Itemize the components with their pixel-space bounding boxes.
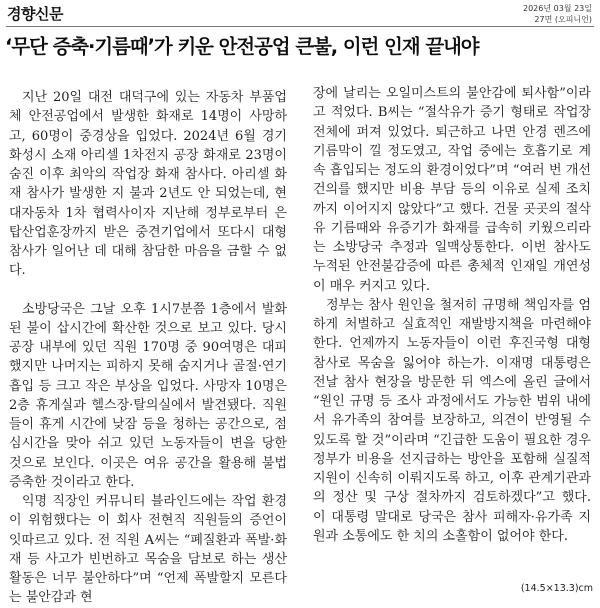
article-column-left bbox=[9, 88, 287, 608]
clipping-size-note: (14.5×13.3)cm bbox=[520, 583, 593, 594]
newspaper-masthead: 경향신문 bbox=[7, 5, 63, 23]
paragraph: 장에 날리는 오일미스트의 불안감에 퇴사함”이라고 적었다. B씨는 “절삭유가 증기 형태로 작업장 전체에 퍼져 있었다. 퇴근하고 나면 안경 렌즈에 기름막이 낄 정도였고, 작업 중에는 호흡기로 계속 흡입되는 정도의 환경이었다”며 “여러 번 개선 건의를 했지만 비용 부담 등의 이유로 실제 조치까지 이어지지 않았다”고 했다. 건물 곳곳의 절삭유 기름때와 유증기가 화재를 급속히 키웠으리라는 소방당국 추정과 일맥상통한다. 이번 참사도 누적된 안전불감증에 따른 총체적 인재일 개연성이 매우 커지고 있다. bbox=[313, 86, 591, 294]
paragraph: 익명 직장인 커뮤니티 블라인드에는 작업 환경이 위험했다는 이 회사 전현직 직원들의 증언이 잇따르고 있다. 전 직원 A씨는 “폐질환과 폭발·화재 등 사고가 빈번하고 목숨을 담보로 하는 생산 활동은 너무 불안하다”며 “언제 폭발할지 모른다는 불안감과 현 bbox=[9, 494, 287, 606]
issue-date: 2026년 03월 23일 bbox=[523, 4, 592, 13]
header-divider bbox=[6, 26, 594, 27]
paragraph: 정부는 참사 원인을 철저히 규명해 책임자를 엄하게 처벌하고 실효적인 재발방지책을 마련해야 한다. 언제까지 노동자들이 이런 후진국형 대형 참사로 목숨을 잃어야 하는가. 이재명 대통령은 전날 참사 현장을 방문한 뒤 엑스에 올린 글에서 “원인 규명 등 조사 과정에서도 가능한 범위 내에서 유가족의 참여를 보장하고, 의견이 반영될 수 있도록 할 것”이라며 “긴급한 도움이 필요한 경우 정부가 비용을 선지급하는 방안을 포함해 실질적 지원이 신속히 이뤄지도록 하고, 이후 관계기관과의 정산 및 구상 절차까지 검토하겠다”고 했다. 이 대통령 말대로 당국은 참사 피해자·유가족 지원과 소통에도 한 치의 소홀함이 없어야 한다. bbox=[313, 297, 591, 544]
article-headline: ‘무단 증축·기름때’가 키운 안전공업 큰불, 이런 인재 끝내야 bbox=[5, 35, 479, 58]
paragraph: 지난 20일 대전 대덕구에 있는 자동차 부품업체 안전공업에서 발생한 화재로 14명이 사망하고, 60명이 중경상을 입었다. 2024년 6월 경기 화성시 소재 아리셀 1차전지 공장 화재로 23명이 숨진 이후 최악의 작업장 화재 참사다. 아리셀 화재 참사가 발생한 지 불과 2년도 안 되었는데, 현대자동차 1차 협력사이자 지난해 정부로부터 은탑산업훈장까지 받은 중견기업에서 또다시 대형 참사가 일어난 데 대해 참담한 마음을 금할 수 없다. bbox=[9, 90, 287, 279]
issue-page: 27면 (오피니언) bbox=[534, 15, 592, 24]
article-column-right bbox=[313, 84, 591, 546]
issue-meta bbox=[523, 3, 592, 25]
paragraph: 소방당국은 그날 오후 1시7분쯤 1층에서 발화된 불이 삽시간에 확산한 것으로 보고 있다. 당시 공장 내부에 있던 직원 170명 중 90여명은 대피했지만 나머지는 피하지 못해 숨지거나 골절·연기흡입 등 크고 작은 부상을 입었다. 사망자 10명은 2층 휴게실과 헬스장·탈의실에서 발견됐다. 직원들이 휴게 시간에 낮잠 등을 청하는 공간으로, 점심시간을 맞아 쉬고 있던 노동자들이 변을 당한 것으로 보인다. 이곳은 여유 공간을 활용해 불법 증축한 것이라고 한다. bbox=[9, 301, 287, 490]
